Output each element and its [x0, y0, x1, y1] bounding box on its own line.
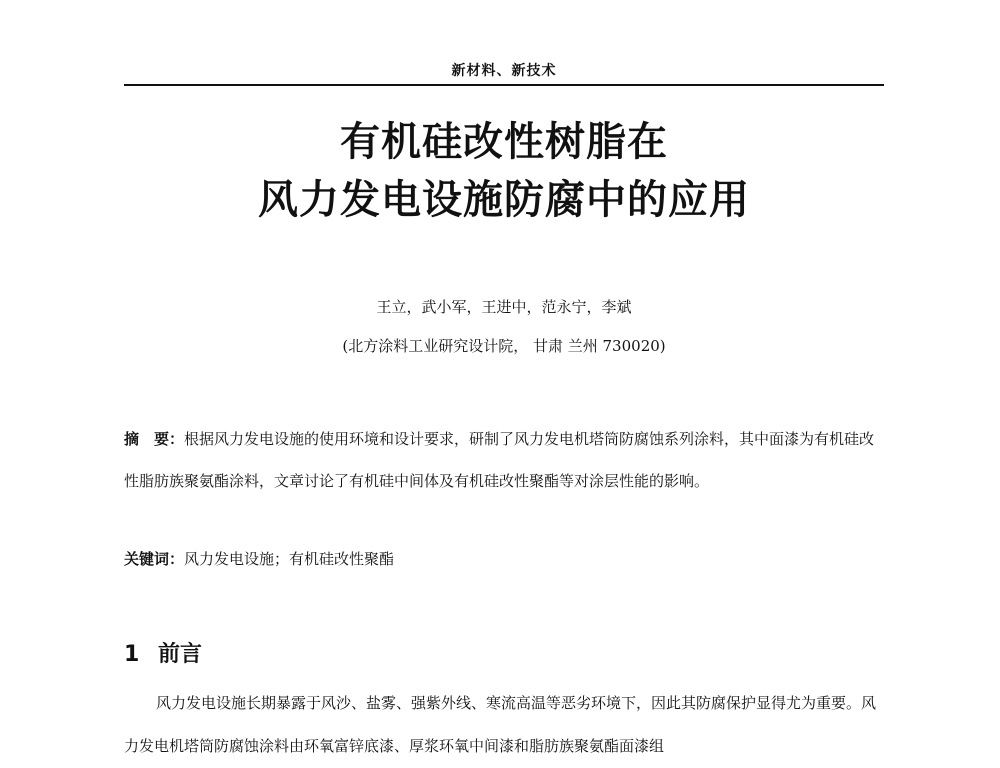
keywords-label: 关键词：: [124, 550, 185, 568]
paper-title-line-1: 有机硅改性树脂在: [340, 119, 668, 165]
journal-section-header: 新材料、新技术: [451, 63, 557, 79]
section-body-text: 风力发电设施长期暴露于风沙、盐雾、强紫外线、寒流高温等恶劣环境下，因此其防腐保护显得尤为重要。风力发电机塔筒防腐蚀涂料由环氧富锌底漆、厚浆环氧中间漆和脂肪族聚氨酯面漆组: [124, 694, 877, 755]
section-title: 前言: [158, 642, 203, 667]
abstract-label: 摘 要：: [124, 430, 185, 448]
paper-title-line-2: 风力发电设施防腐中的应用: [258, 177, 750, 223]
section-heading: [124, 637, 884, 668]
header-divider: [124, 84, 884, 86]
keywords: [124, 548, 884, 569]
abstract-text: 根据风力发电设施的使用环境和设计要求，研制了风力发电机塔筒防腐蚀系列涂料，其中面漆为有机硅改性脂肪族聚氨酯涂料，文章讨论了有机硅中间体及有机硅改性聚酯等对涂层性能的影响。: [124, 430, 875, 490]
author-affiliation: (北方涂料工业研究设计院， 甘肃 兰州 730020): [342, 337, 666, 355]
keywords-text: 风力发电设施；有机硅改性聚酯: [184, 550, 395, 568]
abstract: [124, 418, 884, 502]
section-number: 1: [124, 642, 140, 667]
author-list: 王立，武小军，王进中，范永宁，李斌: [376, 298, 632, 316]
